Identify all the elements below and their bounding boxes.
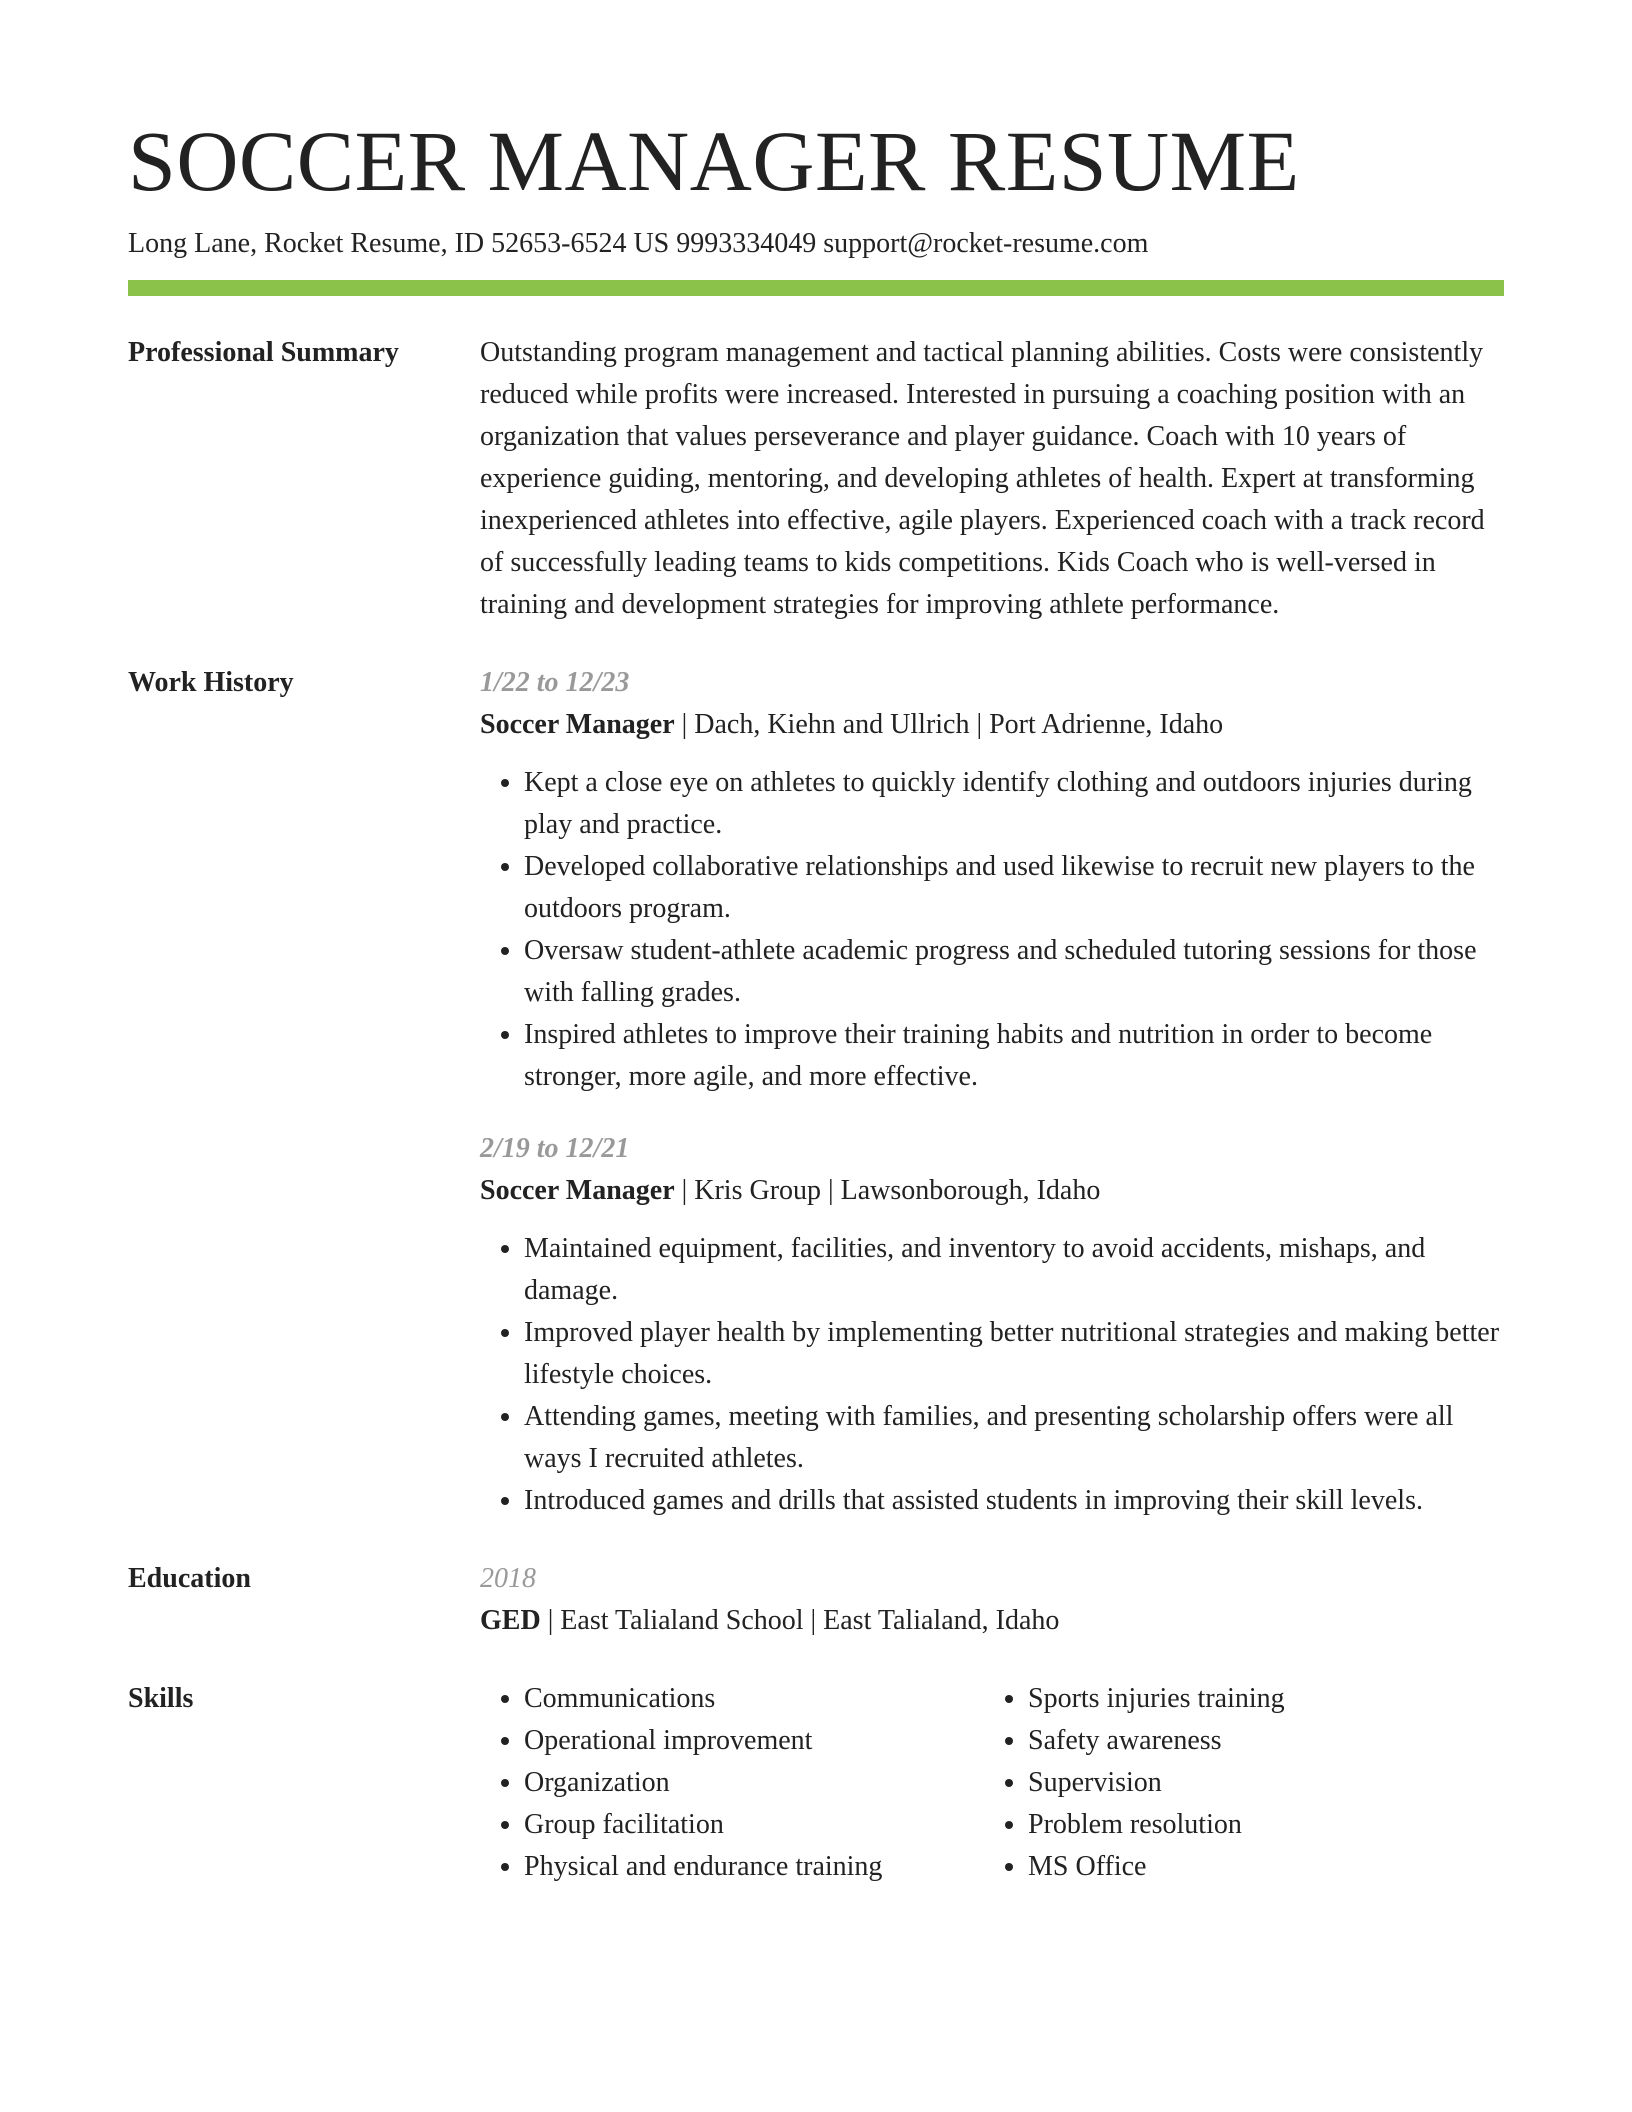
contact-email[interactable]: support@rocket-resume.com bbox=[823, 228, 1149, 259]
job-entry bbox=[480, 1128, 1504, 1522]
skill-item: • Sports injuries training bbox=[1028, 1678, 1488, 1720]
job-entry bbox=[480, 662, 1504, 1098]
skills-heading: Skills bbox=[128, 1683, 194, 1714]
job-bullet: • Improved player health by implementing better nutritional strategies and making better lifestyle choices. bbox=[524, 1312, 1504, 1396]
job-dates: 2/19 to 12/21 bbox=[480, 1133, 630, 1164]
work-history-section bbox=[128, 662, 1504, 1522]
skill-item: • Group facilitation bbox=[524, 1804, 984, 1846]
skill-item: • Safety awareness bbox=[1028, 1720, 1488, 1762]
education-section bbox=[128, 1558, 1504, 1642]
job-bullet: • Developed collaborative relationships and used likewise to recruit new players to the outdoors program. bbox=[524, 846, 1504, 930]
header-divider bbox=[128, 280, 1504, 296]
skill-item: • Organization bbox=[524, 1762, 984, 1804]
job-details: | Kris Group | Lawsonborough, Idaho bbox=[674, 1175, 1101, 1206]
skill-item: • Physical and endurance training bbox=[524, 1846, 984, 1888]
job-bullet: • Oversaw student-athlete academic progress and scheduled tutoring sessions for those with falling grades. bbox=[524, 930, 1504, 1014]
skill-item: • Operational improvement bbox=[524, 1720, 984, 1762]
skills-section bbox=[128, 1678, 1504, 1888]
job-title: Soccer Manager bbox=[480, 1175, 675, 1206]
work-history-heading: Work History bbox=[128, 667, 294, 698]
summary-heading: Professional Summary bbox=[128, 337, 399, 368]
skill-item: • MS Office bbox=[1028, 1846, 1488, 1888]
skill-item: • Supervision bbox=[1028, 1762, 1488, 1804]
summary-text: Outstanding program management and tactical planning abilities. Costs were consistently reduced while profits were increased. Interested in pursuing a coaching position with an organization that values perseverance and player guidance. Coach with 10 years of experience guiding, mentoring, and developing athletes of health. Expert at transforming inexperienced athletes into effective, agile players. Experienced coach with a track record of successfully leading teams to kids competitions. Kids Coach who is well-versed in training and development strategies for improving athlete performance. bbox=[480, 337, 1485, 620]
job-bullets bbox=[480, 762, 1504, 1098]
education-heading: Education bbox=[128, 1563, 251, 1594]
job-role-line bbox=[480, 704, 1504, 746]
skills-list-left bbox=[480, 1678, 984, 1888]
job-title: Soccer Manager bbox=[480, 709, 675, 740]
contact-phone: 9993334049 bbox=[676, 228, 817, 259]
contact-line bbox=[128, 230, 1504, 258]
summary-section bbox=[128, 332, 1504, 626]
education-details: | East Talialand School | East Talialand, Idaho bbox=[540, 1605, 1060, 1636]
job-bullet: • Maintained equipment, facilities, and inventory to avoid accidents, mishaps, and damage. bbox=[524, 1228, 1504, 1312]
job-dates: 1/22 to 12/23 bbox=[480, 667, 630, 698]
education-year: 2018 bbox=[480, 1563, 536, 1594]
job-bullets bbox=[480, 1228, 1504, 1522]
job-bullet: • Inspired athletes to improve their training habits and nutrition in order to become stronger, more agile, and more effective. bbox=[524, 1014, 1504, 1098]
education-line bbox=[480, 1600, 1504, 1642]
skill-item: • Problem resolution bbox=[1028, 1804, 1488, 1846]
contact-address: Long Lane, Rocket Resume, ID 52653-6524 US bbox=[128, 228, 670, 259]
skills-list-right bbox=[984, 1678, 1488, 1888]
job-bullet: • Kept a close eye on athletes to quickly identify clothing and outdoors injuries during play and practice. bbox=[524, 762, 1504, 846]
job-bullet: • Attending games, meeting with families, and presenting scholarship offers were all ways I recruited athletes. bbox=[524, 1396, 1504, 1480]
job-details: | Dach, Kiehn and Ullrich | Port Adrienne, Idaho bbox=[674, 709, 1224, 740]
resume-page bbox=[128, 113, 1504, 1888]
job-bullet: • Introduced games and drills that assisted students in improving their skill levels. bbox=[524, 1480, 1504, 1522]
job-role-line bbox=[480, 1170, 1504, 1212]
resume-title: SOCCER MANAGER RESUME bbox=[128, 113, 1300, 209]
education-degree: GED bbox=[480, 1605, 541, 1636]
skill-item: • Communications bbox=[524, 1678, 984, 1720]
